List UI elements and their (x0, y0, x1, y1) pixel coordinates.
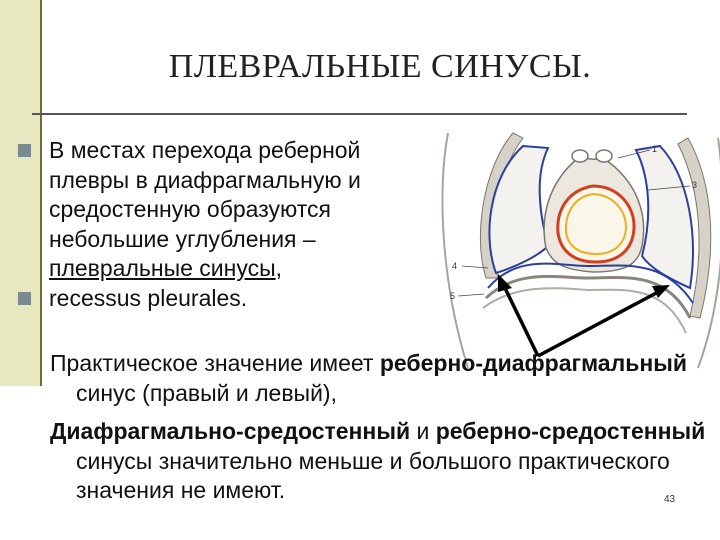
bullet-square-icon (18, 292, 31, 305)
paragraph-other-sinuses: Диафрагмально-средостенный и реберно-средостенный синусы значительно меньше и большого практического значения не имеют. (50, 418, 706, 503)
page-number: 43 (664, 494, 676, 505)
bullet-list (10, 136, 440, 313)
bullet-item: recessus pleurales. (10, 284, 440, 314)
underlined-term: плевральные синусы (49, 255, 276, 281)
figure-label-1: 1 (652, 144, 658, 154)
title-rule (32, 113, 687, 115)
bullet-square-icon (18, 144, 31, 157)
bullet-item: В местах перехода реберной плевры в диафрагмальную и средостенную образуются небольшие углубления – плевральные синусы, (10, 136, 440, 284)
figure-label-5: 5 (450, 291, 456, 301)
figure-label-4: 4 (452, 261, 458, 271)
figure-label-3: 3 (692, 180, 698, 190)
slide-title: ПЛЕВРАЛЬНЫЕ СИНУСЫ. (168, 48, 592, 85)
pleural-sinus-diagram (428, 128, 720, 370)
paragraph-practical-significance: Практическое значение имеет реберно-диафрагмальный синус (правый и левый), (50, 350, 688, 406)
